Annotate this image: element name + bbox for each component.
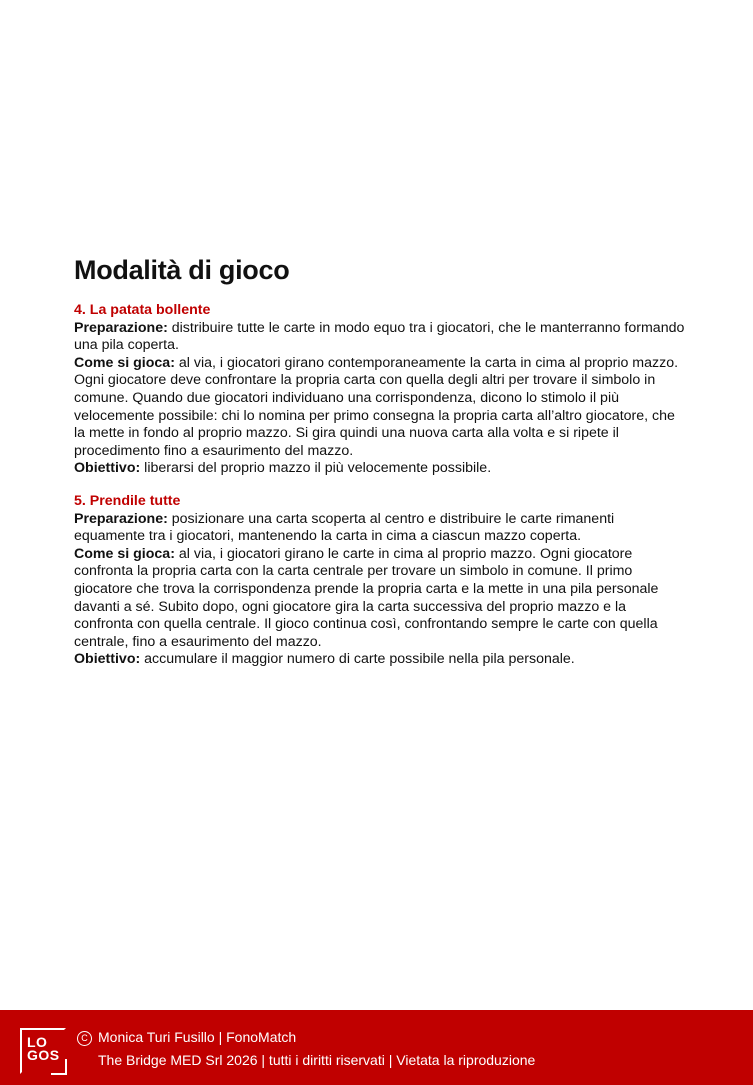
preparation-paragraph xyxy=(74,511,686,546)
objective-label: Obiettivo: xyxy=(74,460,141,477)
section-patata-bollente xyxy=(74,302,686,478)
logo-line-2: GOS xyxy=(27,1047,60,1063)
how-to-play-label: Come si gioca: xyxy=(74,354,175,371)
preparation-text: posizionare una carta scoperta al centro e distribuire le carte rimanenti equamente tra i giocatori, mantenendo la carta in cima a ciascun mazzo coperta. xyxy=(74,510,615,545)
copyright-icon: C xyxy=(77,1031,92,1046)
preparation-label: Preparazione: xyxy=(74,319,168,336)
section-prendile-tutte xyxy=(74,493,686,669)
objective-text: accumulare il maggior numero di carte possibile nella pila personale. xyxy=(140,651,575,668)
footer-author: Monica Turi Fusillo | FonoMatch xyxy=(98,1029,297,1045)
footer-rights: The Bridge MED Srl 2026 | tutti i diritti riservati | Vietata la riproduzione xyxy=(98,1052,536,1068)
how-to-play-text: al via, i giocatori girano contemporaneamente la carta in cima al proprio mazzo. Ogni giocatore deve confrontare la propria carta con quella degli altri per trovare il simbolo in comune. Quando due giocatori individuano una corrispondenza, dicono lo stimolo il più velocemente possibile: chi lo nomina per primo consegna la propria carta all’altro giocatore, che la mette in fondo al proprio mazzo. Si gira quindi una nuova carta alla volta e si ripete il procedimento fino a esaurimento del mazzo. xyxy=(74,354,679,459)
footer-author-line xyxy=(77,1028,296,1046)
logo-line-1: LO xyxy=(27,1034,48,1050)
objective-label: Obiettivo: xyxy=(74,651,141,668)
section-title: 4. La patata bollente xyxy=(74,302,211,318)
logos-logo xyxy=(20,1028,66,1074)
preparation-label: Preparazione: xyxy=(74,510,168,527)
how-to-play-paragraph xyxy=(74,355,686,461)
objective-paragraph xyxy=(74,460,686,478)
document-body xyxy=(74,255,686,684)
how-to-play-text: al via, i giocatori girano le carte in cima al proprio mazzo. Ogni giocatore confronta la propria carta con la carta centrale per trovare un simbolo in comune. Il primo giocatore che trova la corrispondenza prende la propria carta e la mette in una pila personale davanti a sé. Subito dopo, ogni giocatore gira la carta successiva del proprio mazzo e la confronta con quella centrale. Il gioco continua così, confrontando sempre le carte con quella centrale, fino a esaurimento del mazzo. xyxy=(74,545,659,650)
objective-text: liberarsi del proprio mazzo il più velocemente possibile. xyxy=(140,460,492,477)
page-title: Modalità di gioco xyxy=(74,255,290,285)
how-to-play-paragraph xyxy=(74,546,686,652)
logo-text xyxy=(27,1036,60,1062)
preparation-text: distribuire tutte le carte in modo equo tra i giocatori, che le manterranno formando una pila coperta. xyxy=(74,319,685,354)
section-title: 5. Prendile tutte xyxy=(74,492,181,509)
how-to-play-label: Come si gioca: xyxy=(74,545,175,562)
page-footer xyxy=(0,1010,753,1085)
objective-paragraph xyxy=(74,651,686,669)
preparation-paragraph xyxy=(74,320,686,355)
